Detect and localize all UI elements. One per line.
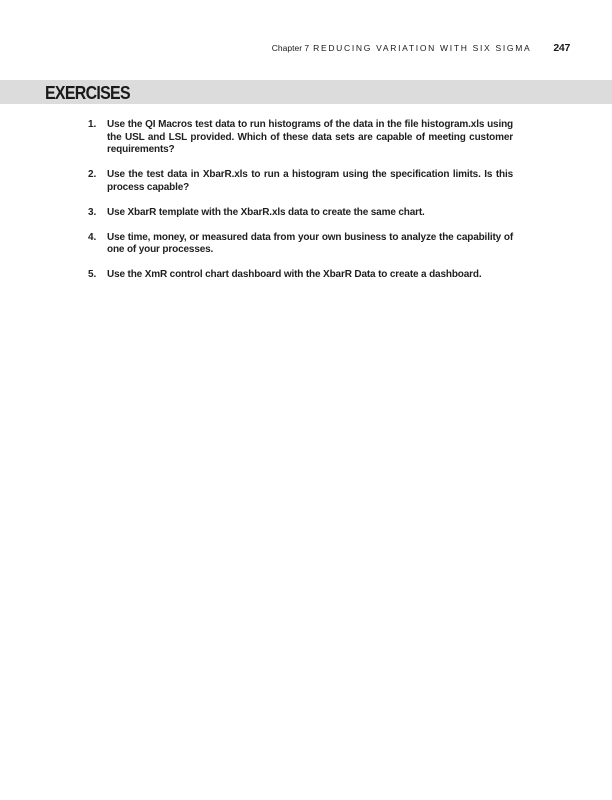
section-title: EXERCISES: [45, 82, 130, 103]
exercise-item-3: [88, 207, 513, 220]
exercise-item-2: [88, 169, 513, 194]
page-number: 247: [553, 42, 570, 54]
exercise-text: Use the QI Macros test data to run histograms of the data in the file histogram.xls using the USL and LSL provided. Which of these data sets are capable of meeting customer requirements?: [107, 119, 513, 155]
exercise-number: 3.: [88, 206, 97, 218]
exercise-number: 2.: [88, 169, 97, 180]
exercise-item-4: [88, 232, 513, 257]
exercise-text: Use time, money, or measured data from your own business to analyze the capability of one of your processes.: [107, 231, 513, 255]
exercise-text: Use the XmR control chart dashboard with the XbarR Data to create a dashboard.: [107, 269, 482, 280]
exercise-number: 1.: [88, 119, 97, 130]
exercise-list: [88, 119, 513, 294]
exercise-number: 5.: [88, 269, 97, 280]
exercise-item-5: [88, 269, 513, 282]
exercise-item-1: [88, 119, 513, 157]
chapter-title: REDUCING VARIATION WITH SIX SIGMA: [313, 43, 532, 53]
exercise-text: Use XbarR template with the XbarR.xls data to create the same chart.: [107, 206, 425, 218]
running-head: [272, 42, 570, 56]
exercise-number: 4.: [88, 231, 97, 243]
exercise-text: Use the test data in XbarR.xls to run a histogram using the specification limits. Is this process capable?: [107, 169, 513, 193]
chapter-label: Chapter 7: [271, 43, 310, 53]
